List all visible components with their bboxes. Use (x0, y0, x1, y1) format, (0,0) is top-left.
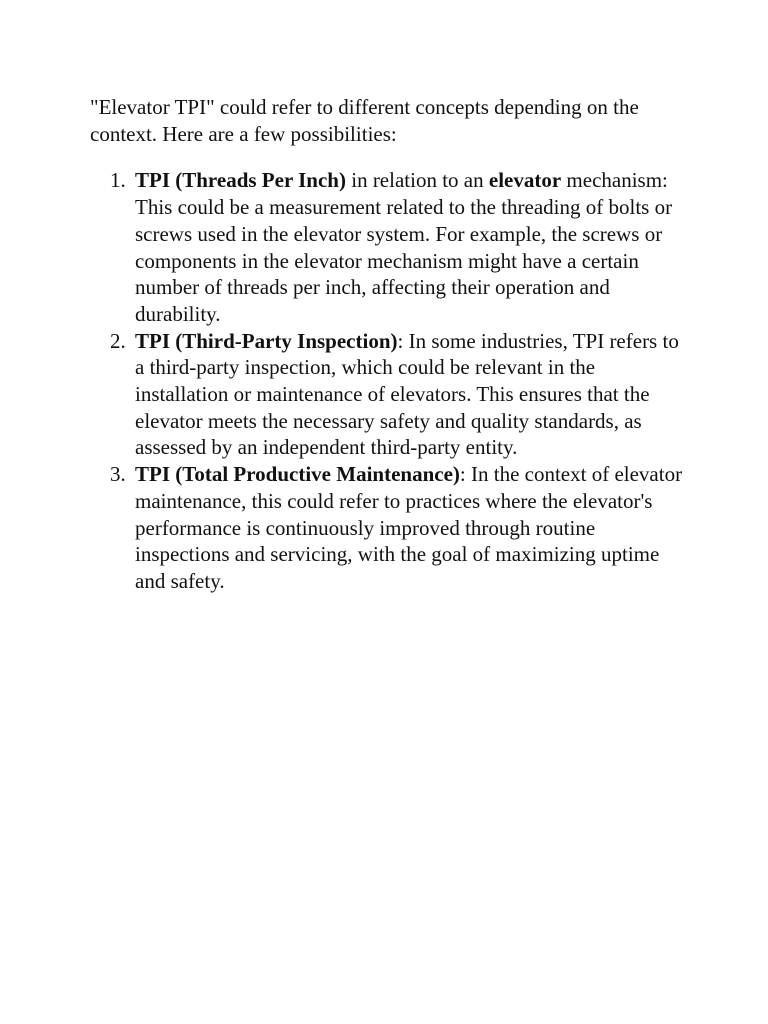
list-item (110, 167, 690, 327)
list-item-number: 3. (110, 462, 126, 487)
list-item-number: 2. (110, 328, 126, 353)
list-item-text: mechanism: This could be a measurement related to the threading of bolts or screws used in the elevator system. For example, the screws or components in the elevator mechanism might have a certain number of threads per inch, affecting their operation and durability. (135, 168, 673, 326)
list-item (110, 328, 690, 462)
list-item-text: : In some industries, TPI refers to a third-party inspection, which could be relevant in the installation or maintenance of elevators. This ensures that the elevator meets the necessary safety and quality standards, as assessed by an independent third-party entity. (135, 328, 679, 460)
document-body (90, 94, 690, 595)
list-item-term: TPI (Threads Per Inch) (135, 168, 346, 193)
intro-paragraph: "Elevator TPI" could refer to different concepts depending on the context. Here are a few possibilities: (90, 95, 639, 146)
possibilities-list (90, 167, 690, 594)
list-item-term: TPI (Total Productive Maintenance) (135, 462, 460, 487)
list-item-number: 1. (110, 168, 126, 193)
list-item-keyword: elevator (488, 168, 562, 193)
list-item-term: TPI (Third-Party Inspection) (135, 328, 398, 353)
list-item (110, 461, 690, 595)
list-item-text: in relation to an (345, 168, 489, 193)
list-item-text: : In the context of elevator maintenance, this could refer to practices where the elevator's performance is continuously improved through routine inspections and servicing, with the goal of maximizing uptime and safety. (135, 462, 683, 593)
